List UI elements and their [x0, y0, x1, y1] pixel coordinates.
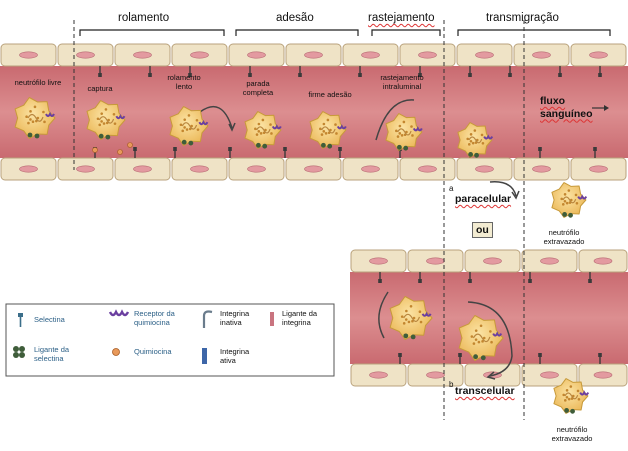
nucleus — [248, 166, 266, 172]
endothelial-cell — [343, 158, 398, 180]
upper-endothelium-top — [1, 44, 626, 66]
bracket-adesao — [236, 30, 358, 36]
endothelial-cell — [172, 158, 227, 180]
endothelial-cell — [351, 364, 406, 386]
endothelial-cell — [514, 158, 569, 180]
endothelial-cell — [457, 44, 512, 66]
endothelial-cell — [571, 44, 626, 66]
nucleus — [590, 166, 608, 172]
label-captura: captura — [87, 84, 113, 93]
endothelial-cell — [115, 44, 170, 66]
nucleus — [419, 52, 437, 58]
endothelial-cell — [229, 158, 284, 180]
stage-label-adesao: adesão — [276, 12, 314, 24]
label-neutrofilo-extravazado-1: neutrófilo extravazado — [543, 228, 585, 246]
endothelial-cell — [343, 44, 398, 66]
label-rolamento-lento: rolamento lento — [167, 73, 201, 91]
label-neutrofilo-livre: neutrófilo livre — [14, 78, 62, 87]
chemokine — [128, 143, 133, 148]
marker-a: a — [449, 184, 454, 193]
marker-b: b — [449, 380, 454, 389]
upper-endothelium-bottom — [1, 158, 626, 180]
nucleus — [77, 52, 95, 58]
label-ou: ou — [472, 222, 493, 238]
endothelial-cell — [457, 158, 512, 180]
nucleus — [533, 166, 551, 172]
legend-ligante-integrina: Ligante da integrina — [282, 309, 318, 327]
nucleus — [191, 52, 209, 58]
nucleus — [594, 258, 612, 264]
endothelial-cell — [1, 158, 56, 180]
endothelial-cell — [1, 44, 56, 66]
label-transcelular: transcelular — [455, 385, 515, 397]
label-fluxo-sanguineo: fluxo sanguíneo — [540, 95, 593, 120]
endothelial-cell — [579, 364, 627, 386]
neutrophil-extravasated-1 — [552, 183, 586, 218]
legend-receptor-quimiocina: Receptor da quimiocina — [134, 309, 175, 327]
label-neutrofilo-extravazado-2: neutrófilo extravazado — [551, 425, 593, 443]
nucleus — [427, 258, 445, 264]
nucleus — [134, 166, 152, 172]
endothelial-cell — [58, 158, 113, 180]
nucleus — [305, 166, 323, 172]
bracket-rolamento — [80, 30, 224, 36]
endothelial-cell — [522, 250, 577, 272]
endothelial-cell — [400, 158, 455, 180]
nucleus — [484, 258, 502, 264]
nucleus — [590, 52, 608, 58]
label-parada-completa: parada completa — [242, 79, 274, 97]
legend-integrina-ativa: Integrina ativa — [220, 347, 250, 365]
legend-ligante-selectina: Ligante da selectina — [34, 345, 70, 363]
label-paracelular: paracelular — [455, 193, 512, 205]
active-integrin-icon — [202, 348, 207, 364]
nucleus — [77, 166, 95, 172]
nucleus — [533, 52, 551, 58]
legend-selectina: Selectina — [34, 315, 65, 324]
label-rastejamento-intraluminal: rastejamento intraluminal — [380, 73, 424, 91]
endothelial-cell — [286, 158, 341, 180]
endothelial-cell — [115, 158, 170, 180]
endothelial-cell — [408, 364, 463, 386]
nucleus — [20, 52, 38, 58]
endothelial-cell — [351, 250, 406, 272]
bracket-rastejamento — [372, 30, 440, 36]
endothelial-cell — [400, 44, 455, 66]
stage-brackets — [80, 30, 610, 36]
nucleus — [305, 52, 323, 58]
nucleus — [134, 52, 152, 58]
endothelial-cell — [229, 44, 284, 66]
stage-label-rastejamento: rastejamento — [368, 12, 435, 24]
nucleus — [594, 372, 612, 378]
nucleus — [419, 166, 437, 172]
chemokine — [118, 150, 123, 155]
bracket-transmigracao — [458, 30, 610, 36]
nucleus — [248, 52, 266, 58]
endothelial-cell — [408, 250, 463, 272]
endothelial-cell — [514, 44, 569, 66]
nucleus — [370, 258, 388, 264]
nucleus — [362, 52, 380, 58]
chemokine-icon — [113, 349, 120, 356]
nucleus — [362, 166, 380, 172]
lower-endothelium-top — [351, 250, 627, 272]
nucleus — [191, 166, 209, 172]
nucleus — [427, 372, 445, 378]
endothelial-cell — [58, 44, 113, 66]
legend-integrina-inativa: Integrina inativa — [220, 309, 250, 327]
endothelial-cell — [286, 44, 341, 66]
nucleus — [476, 52, 494, 58]
endothelial-cell — [465, 250, 520, 272]
endothelial-cell — [571, 158, 626, 180]
nucleus — [541, 258, 559, 264]
nucleus — [20, 166, 38, 172]
nucleus — [370, 372, 388, 378]
nucleus — [476, 166, 494, 172]
endothelial-cell — [172, 44, 227, 66]
lower-endothelium-bottom — [351, 364, 627, 386]
stage-label-transmigracao: transmigração — [486, 12, 559, 24]
stage-label-rolamento: rolamento — [118, 12, 170, 24]
label-firme-adesao: firme adesão — [308, 90, 352, 99]
chemokine — [93, 148, 98, 153]
endothelial-cell — [579, 250, 627, 272]
integrin-ligand-icon — [270, 312, 274, 326]
legend-quimiocina: Quimiocina — [134, 347, 172, 356]
nucleus — [541, 372, 559, 378]
